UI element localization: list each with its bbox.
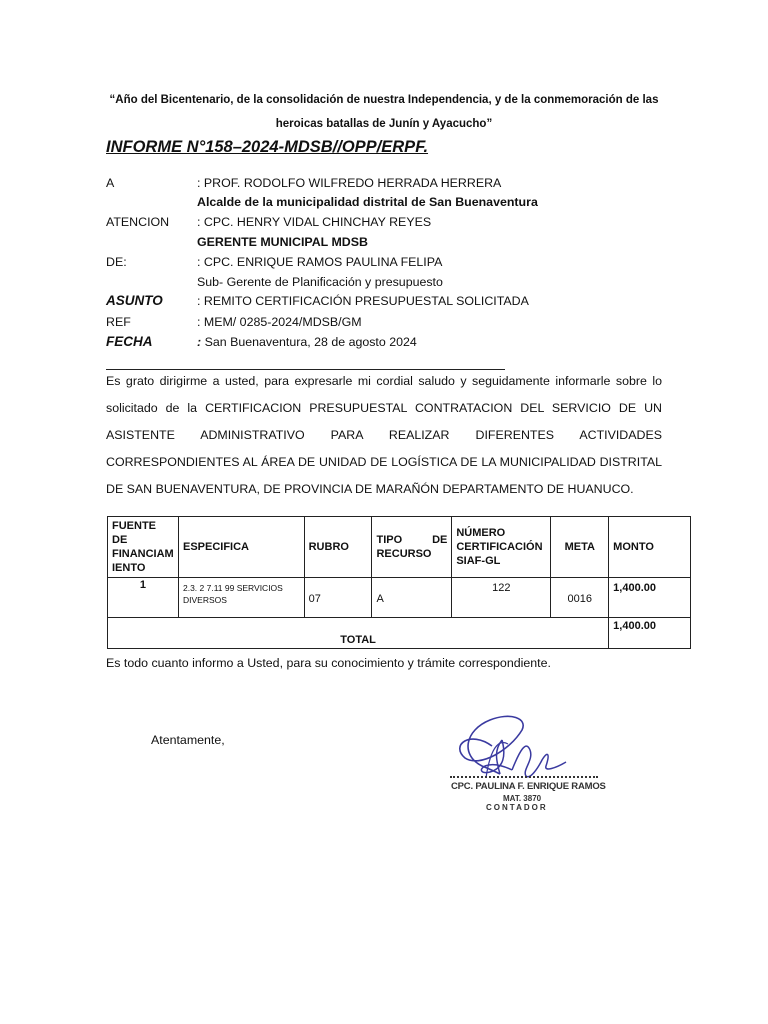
field-atencion-subtitle: GERENTE MUNICIPAL MDSB: [197, 235, 368, 249]
header-tipo-line-1: [376, 533, 447, 547]
header-motto: [100, 88, 668, 136]
field-fecha-value-wrap: [197, 335, 417, 349]
cell-tipo: A: [372, 578, 452, 618]
cell-monto: 1,400.00: [609, 578, 691, 618]
header-tipo-word: TIPO: [376, 534, 403, 546]
stamp-role: CONTADOR: [486, 803, 548, 812]
cell-rubro: 07: [304, 578, 372, 618]
field-fecha-label: FECHA: [106, 334, 153, 349]
header-fuente: [108, 517, 179, 578]
cell-fuente: 1: [108, 578, 179, 618]
header-fuente-line-1: FUENTE DE: [112, 520, 156, 546]
header-numero: [452, 517, 551, 578]
field-de-subtitle: Sub- Gerente de Planificación y presupuesto: [197, 275, 443, 289]
cell-numero: 122: [452, 578, 551, 618]
body-paragraph: Es grato dirigirme a usted, para expresarle mi cordial saludo y seguidamente informarle sobre lo solicitado de la CERTIFICACION PRESUPUESTAL CONTRATACION DEL SERVICIO DE UN ASISTENTE ADMINISTRATIVO PARA REALIZAR DIFERENTES ACTIVIDADES CORRESPONDIENTES AL ÁREA DE UNIDAD DE LOGÍSTICA DE LA MUNICIPALIDAD DISTRITAL DE SAN BUENAVENTURA, DE PROVINCIA DE MARAÑÓN DEPARTAMENTO DE HUANUCO.: [106, 374, 662, 496]
field-asunto-value: : REMITO CERTIFICACIÓN PRESUPUESTAL SOLICITADA: [197, 294, 529, 308]
header-tipo-de: DE: [432, 534, 448, 546]
table-total-row: [108, 618, 691, 649]
stamp-name: CPC. PAULINA F. ENRIQUE RAMOS: [451, 781, 606, 792]
cell-meta: 0016: [551, 578, 609, 618]
header-numero-line-1: NÚMERO: [456, 527, 506, 539]
field-asunto-label: ASUNTO: [106, 293, 163, 308]
header-tipo-line-2: RECURSO: [376, 548, 432, 560]
total-value: 1,400.00: [609, 618, 691, 649]
header-rubro: RUBRO: [304, 517, 372, 578]
header-numero-line-3: SIAF-GL: [456, 555, 501, 567]
total-label: TOTAL: [108, 618, 609, 649]
certification-table: [107, 516, 691, 649]
field-ref-value: : MEM/ 0285-2024/MDSB/GM: [197, 315, 362, 329]
closing-sentence: Es todo cuanto informo a Usted, para su conocimiento y trámite correspondiente.: [106, 656, 551, 670]
table-header-row: [108, 517, 691, 578]
field-fecha-value: San Buenaventura, 28 de agosto 2024: [201, 335, 417, 349]
cell-especifica: 2.3. 2 7.11 99 SERVICIOS DIVERSOS: [178, 578, 304, 618]
field-a-value: : PROF. RODOLFO WILFREDO HERRADA HERRERA: [197, 176, 502, 190]
field-a-subtitle: Alcalde de la municipalidad distrital de San Buenaventura: [197, 195, 538, 209]
header-fuente-line-3: IENTO: [112, 562, 146, 574]
header-monto: MONTO: [609, 517, 691, 578]
field-de-label: DE:: [106, 255, 127, 269]
field-de-value: : CPC. ENRIQUE RAMOS PAULINA FELIPA: [197, 255, 443, 269]
stamp-mat: MAT. 3870: [503, 794, 542, 803]
field-a-label: A: [106, 176, 115, 190]
motto-line-2: heroicas batallas de Junín y Ayacucho”: [275, 118, 493, 130]
stamp-dotted-line: [450, 776, 598, 778]
header-numero-line-2: CERTIFICACIÓN: [456, 541, 543, 553]
header-meta: META: [551, 517, 609, 578]
header-fuente-line-2: FINANCIAM: [112, 548, 174, 560]
header-especifica: ESPECIFICA: [178, 517, 304, 578]
field-fecha-colon: :: [197, 335, 202, 349]
field-ref-label: REF: [106, 315, 131, 329]
table-row: [108, 578, 691, 618]
header-tipo: [372, 517, 452, 578]
report-title: INFORME N°158–2024-MDSB//OPP/ERPF.: [106, 138, 429, 156]
field-atencion-value: : CPC. HENRY VIDAL CHINCHAY REYES: [197, 215, 432, 229]
regards: Atentamente,: [151, 733, 225, 747]
motto-line-1: “Año del Bicentenario, de la consolidación de nuestra Independencia, y de la conmemoración de las: [109, 94, 659, 106]
field-atencion-label: ATENCION: [106, 215, 170, 229]
